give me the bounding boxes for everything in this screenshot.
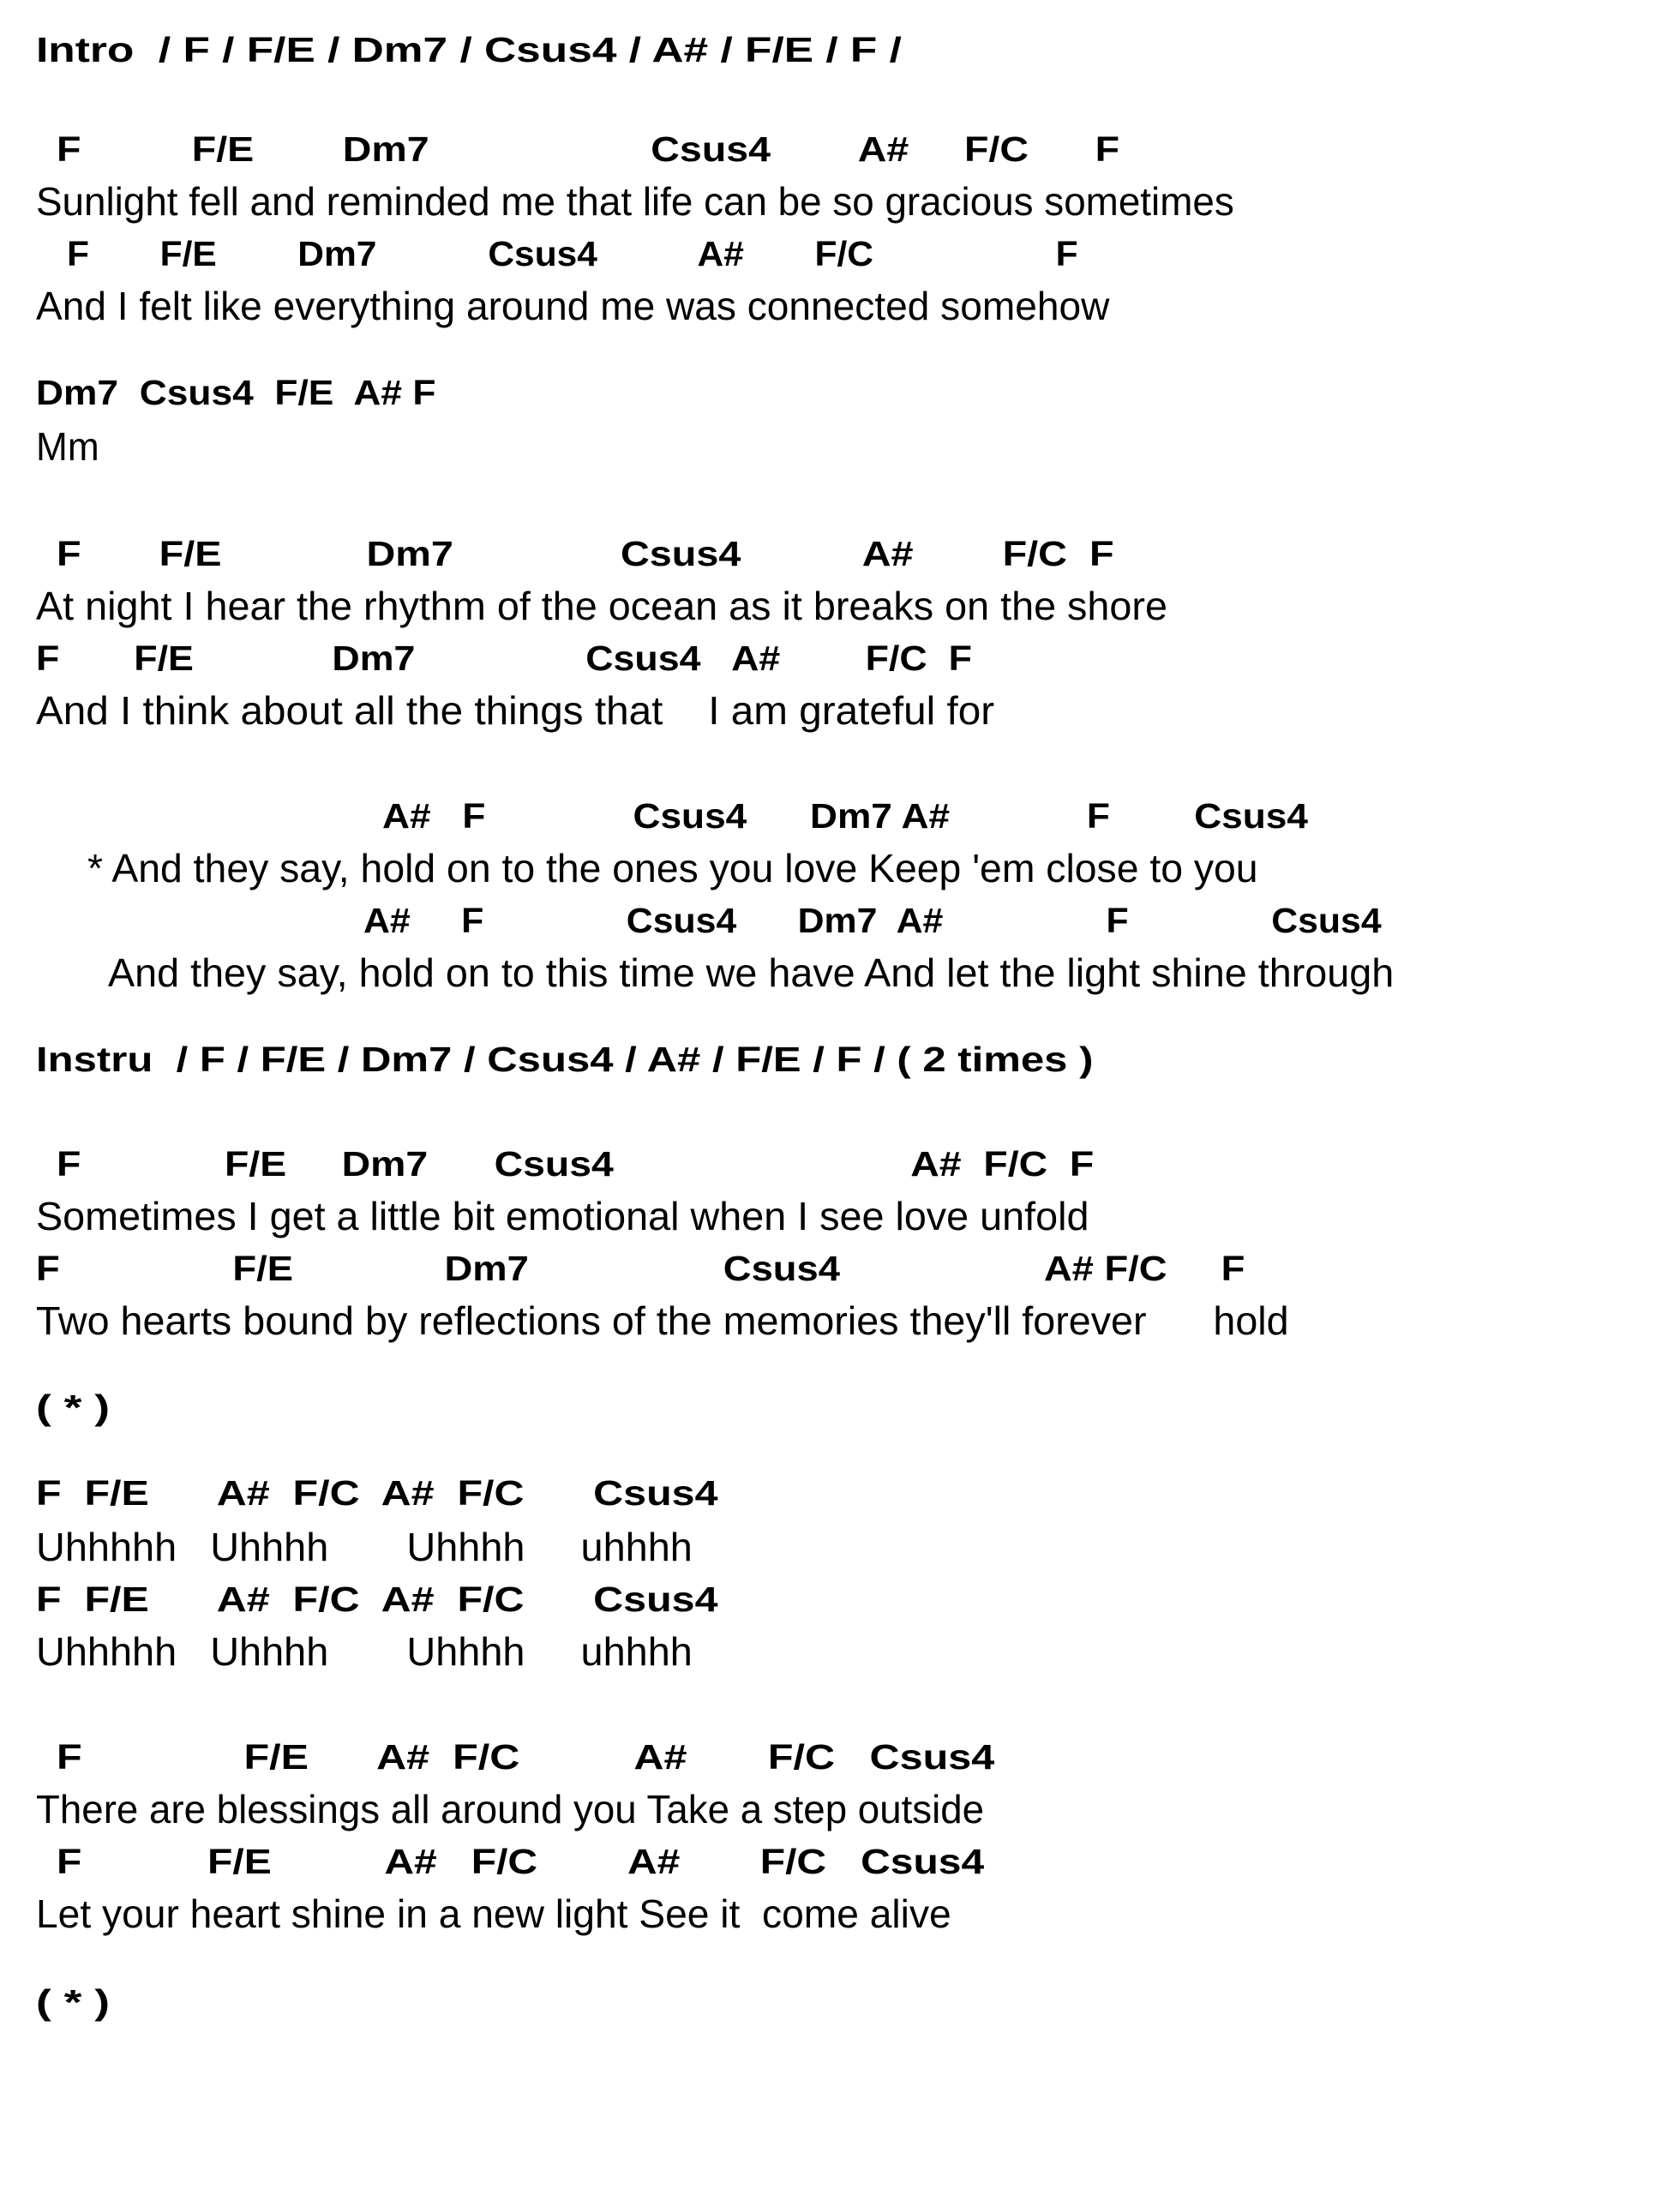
instru-line: Instru / F / F/E / Dm7 / Csus4 / A# / F/E / F / ( 2 times ) — [36, 1040, 1094, 1079]
chorus-chord-line: A# F Csus4 Dm7 A# F Csus4 — [363, 901, 1382, 940]
lyric-line: Let your heart shine in a new light See it come alive — [36, 1891, 951, 1936]
chord-line: F F/E A# F/C A# F/C Csus4 — [57, 1842, 985, 1881]
chorus-chord-line: A# F Csus4 Dm7 A# F Csus4 — [382, 796, 1308, 836]
lyric-line: Uhhhhh Uhhhh Uhhhh uhhhh — [36, 1525, 693, 1569]
chorus-repeat-marker: ( * ) — [36, 1982, 111, 2022]
lyric-line: Uhhhhh Uhhhh Uhhhh uhhhh — [36, 1629, 693, 1674]
lyric-line: And I think about all the things that I am grateful for — [36, 688, 995, 733]
chord-line: F F/E A# F/C A# F/C Csus4 — [36, 1473, 718, 1513]
intro-line: Intro / F / F/E / Dm7 / Csus4 / A# / F/E / F / — [36, 30, 902, 69]
chord-line: F F/E Dm7 Csus4 A# F/C F — [57, 129, 1120, 169]
chord-line: F F/E Dm7 Csus4 A# F/C F — [67, 234, 1078, 273]
lyric-line: Sometimes I get a little bit emotional when I see love unfold — [36, 1194, 1089, 1238]
chord-line: F F/E A# F/C A# F/C Csus4 — [36, 1580, 718, 1619]
chord-line: Dm7 Csus4 F/E A# F — [36, 373, 436, 412]
chord-line: F F/E Dm7 Csus4 A# F/C F — [57, 1144, 1095, 1184]
lyric-line: And I felt like everything around me was connected somehow — [36, 284, 1110, 328]
chord-line: F F/E Dm7 Csus4 A# F/C F — [36, 1249, 1245, 1288]
chorus-repeat-marker: ( * ) — [36, 1388, 111, 1427]
lyric-line: At night I hear the rhythm of the ocean as it breaks on the shore — [36, 584, 1167, 628]
lyric-line: There are blessings all around you Take a step outside — [36, 1787, 985, 1831]
chord-line: F F/E Dm7 Csus4 A# F/C F — [36, 638, 972, 678]
chorus-lyric-line: And they say, hold on to this time we have And let the light shine through — [108, 950, 1395, 995]
lyric-line: Sunlight fell and reminded me that life can be so gracious sometimes — [36, 179, 1234, 224]
chord-line: F F/E Dm7 Csus4 A# F/C F — [57, 534, 1114, 573]
chord-line: F F/E A# F/C A# F/C Csus4 — [57, 1737, 995, 1777]
lyric-line: Mm — [36, 424, 99, 469]
chorus-lyric-line: * And they say, hold on to the ones you love Keep 'em close to you — [87, 846, 1258, 890]
lyric-line: Two hearts bound by reflections of the memories they'll forever hold — [36, 1298, 1289, 1343]
